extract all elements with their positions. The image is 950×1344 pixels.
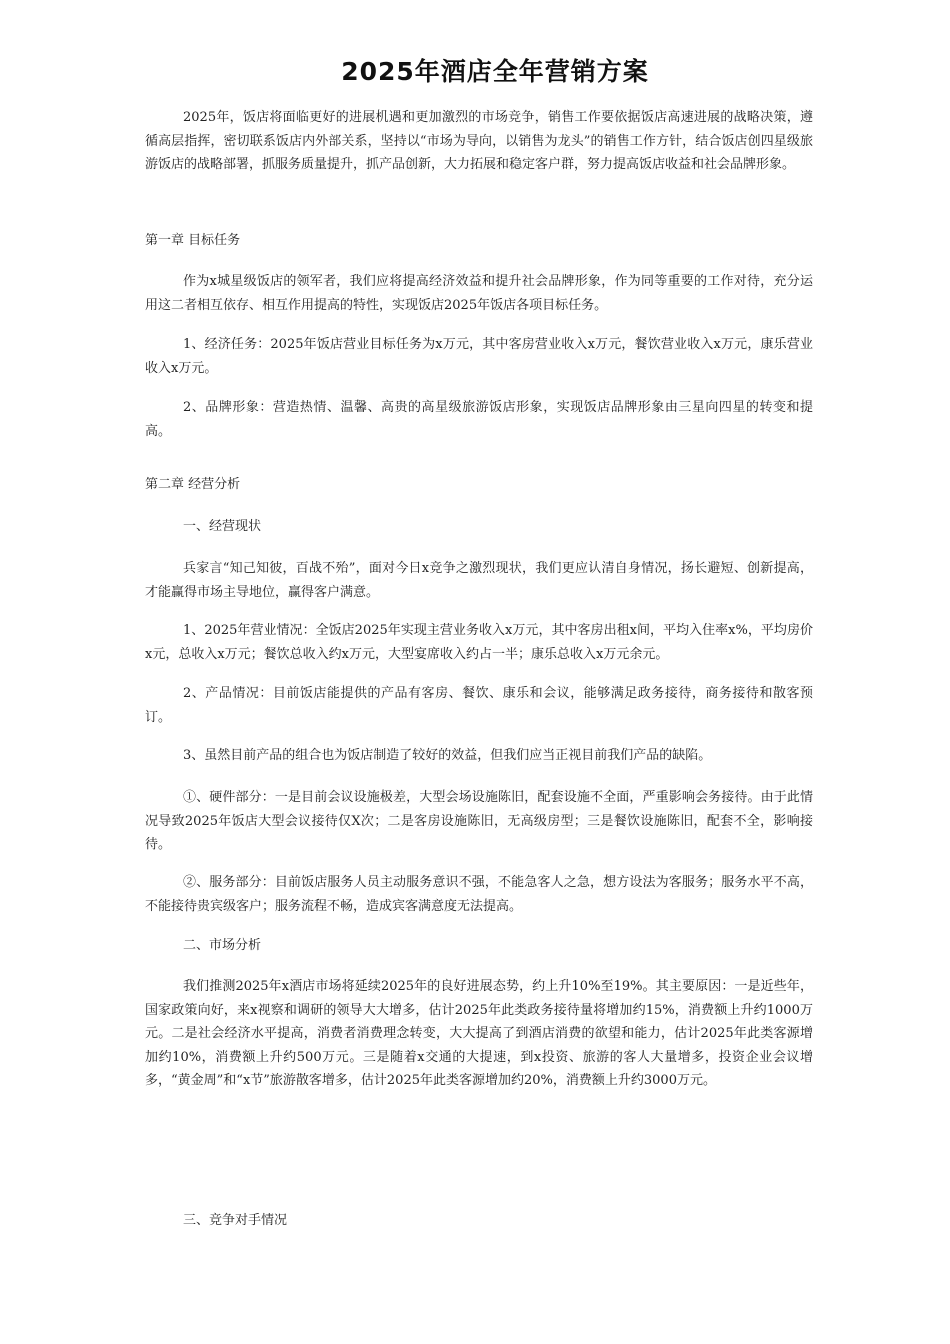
section1-paragraph-4: 3、虽然目前产品的组合也为饭店制造了较好的效益，但我们应当正视目前我们产品的缺陷。	[183, 748, 712, 763]
document-title: 2025年酒店全年营销方案	[341, 57, 649, 86]
section2-paragraph-1: 我们推测2025年x酒店市场将延续2025年的良好进展态势，约上升10%至19%。其主要原因：一是近些年，国家政策向好，来x视察和调研的领导大大增多，估计2025年此类政务接待量将增加约15%，消费额上升约1000万元。二是社会经济水平提高，消费者消费理念转变，大大提高了到酒店消费的欲望和能力，估计2025年此类客源增加约10%，消费额上升约500万元。三是随着x交通的大提速，到x投资、旅游的客人大量增多，投资企业会议增多，“黄金周”和“x节”旅游散客增多，估计2025年此类客源增加约20%，消费额上升约3000万元。	[145, 979, 813, 1088]
intro-paragraph: 2025年，饭店将面临更好的进展机遇和更加激烈的市场竞争，销售工作要依据饭店高速进展的战略决策，遵循高层指挥，密切联系饭店内外部关系，坚持以“市场为导向，以销售为龙头”的销售工作方针，结合饭店创四星级旅游饭店的战略部署，抓服务质量提升，抓产品创新，大力拓展和稳定客户群，努力提高饭店收益和社会品牌形象。	[145, 110, 813, 172]
section1-paragraph-1: 兵家言“知己知彼，百战不殆”，面对今日x竞争之激烈现状，我们更应认清自身情况，扬长避短、创新提高，才能赢得市场主导地位，赢得客户满意。	[145, 561, 813, 600]
chapter1-heading: 第一章 目标任务	[145, 233, 241, 248]
section1-paragraph-5: ①、硬件部分：一是目前会议设施极差，大型会场设施陈旧，配套设施不全面，严重影响会务接待。由于此情况导致2025年饭店大型会议接待仅X次；二是客房设施陈旧，无高级房型；三是餐饮设施陈旧，配套不全，影响接待。	[145, 790, 813, 852]
chapter1-paragraph-2: 1、经济任务：2025年饭店营业目标任务为x万元，其中客房营业收入x万元，餐饮营业收入x万元，康乐营业收入x万元。	[145, 337, 813, 376]
section1-paragraph-3: 2、产品情况：目前饭店能提供的产品有客房、餐饮、康乐和会议，能够满足政务接待，商务接待和散客预订。	[145, 686, 813, 725]
chapter1-paragraph-3: 2、品牌形象：营造热情、温馨、高贵的高星级旅游饭店形象，实现饭店品牌形象由三星向四星的转变和提高。	[145, 400, 813, 439]
section2-heading: 二、市场分析	[183, 938, 262, 953]
section1-paragraph-2: 1、2025年营业情况：全饭店2025年实现主营业务收入x万元，其中客房出租x间，平均入住率x%，平均房价x元，总收入x万元；餐饮总收入约x万元，大型宴席收入约占一半；康乐总收入x万元余元。	[145, 623, 813, 662]
section1-heading: 一、经营现状	[183, 519, 262, 534]
chapter2-heading: 第二章 经营分析	[145, 477, 241, 492]
section3-heading: 三、竞争对手情况	[183, 1213, 288, 1228]
chapter1-paragraph-1: 作为x城星级饭店的领军者，我们应将提高经济效益和提升社会品牌形象，作为同等重要的工作对待，充分运用这二者相互依存、相互作用提高的特性，实现饭店2025年饭店各项目标任务。	[145, 274, 813, 313]
section1-paragraph-6: ②、服务部分：目前饭店服务人员主动服务意识不强，不能急客人之急，想方设法为客服务；服务水平不高，不能接待贵宾级客户；服务流程不畅，造成宾客满意度无法提高。	[145, 875, 813, 914]
